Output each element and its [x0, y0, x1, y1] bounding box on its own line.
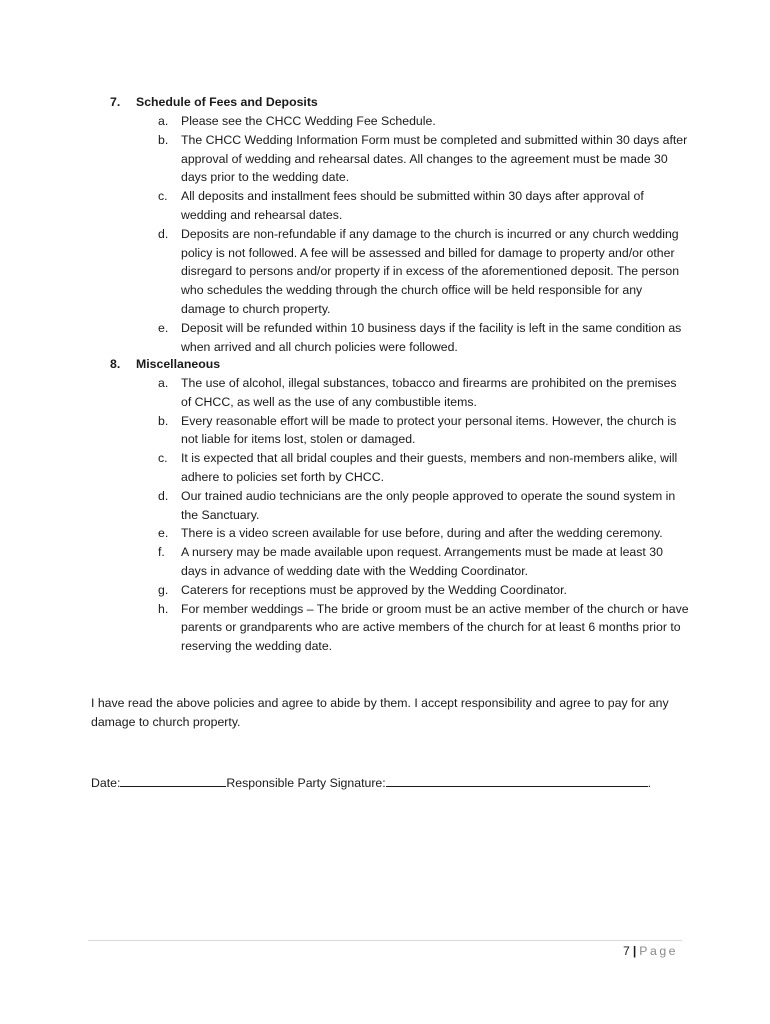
list-item — [110, 225, 690, 319]
list-item-text: Every reasonable effort will be made to protect your personal items. However, the church is not liable for items lost, stolen or damaged. — [181, 413, 677, 447]
list-item — [110, 112, 690, 131]
section-heading — [110, 93, 690, 112]
section-title: Schedule of Fees and Deposits — [136, 95, 318, 109]
page-number: 7 — [622, 944, 630, 958]
list-item-text: Caterers for receptions must be approved by the Wedding Coordinator. — [181, 582, 567, 597]
section-heading — [110, 355, 690, 374]
section-number: 7. — [110, 95, 121, 109]
list-item — [110, 487, 690, 525]
page-footer — [623, 944, 678, 958]
list-item — [110, 600, 690, 656]
page-label: Page — [639, 944, 678, 958]
section-item-list — [110, 112, 690, 356]
list-item-marker: a. — [158, 114, 169, 128]
list-item-text: Deposits are non-refundable if any damage to the church is incurred or any church wedding policy is not followed. A fee will be assessed and billed for damage to property and/or other disregard to persons and/or property if in excess of the aforementioned deposit. The person who schedules the wedding through the church office will be held responsible for any damage to church property. — [181, 226, 680, 316]
section-number: 8. — [110, 357, 121, 371]
list-item-text: All deposits and installment fees should be submitted within 30 days after approval of wedding and rehearsal dates. — [181, 189, 644, 222]
list-item — [110, 449, 690, 487]
list-item — [110, 319, 690, 357]
signature-label: Responsible Party Signature: — [226, 776, 386, 790]
list-item-text: There is a video screen available for use before, during and after the wedding ceremony. — [181, 526, 663, 541]
list-item-text: The use of alcohol, illegal substances, tobacco and firearms are prohibited on the premises of CHCC, as well as the use of any combustible items. — [181, 376, 677, 409]
list-item — [110, 187, 690, 225]
section-title: Miscellaneous — [136, 357, 221, 371]
list-item-marker: h. — [158, 601, 169, 616]
list-item-marker: d. — [158, 488, 169, 503]
list-item-text: Please see the CHCC Wedding Fee Schedule. — [181, 114, 436, 128]
list-item — [110, 412, 690, 450]
date-field[interactable] — [120, 772, 226, 787]
list-item-text: The CHCC Wedding Information Form must be completed and submitted within 30 days after approval of wedding and rehearsal dates. All changes to the agreement must be made 30 days prior to the wedding date. — [181, 132, 688, 185]
list-item-marker: d. — [158, 226, 169, 241]
list-item-marker: a. — [158, 376, 169, 390]
list-item-text: For member weddings – The bride or groom must be an active member of the church or have parents or grandparents who are active members of the church for at least 6 months prior to reserving the wedding date. — [181, 601, 689, 654]
section-fees-deposits — [110, 93, 690, 356]
footer-separator: | — [632, 944, 637, 958]
signature-line — [91, 772, 651, 790]
signature-end-mark: . — [647, 776, 652, 790]
date-label: Date: — [91, 776, 121, 790]
list-item-marker: b. — [158, 413, 169, 428]
footer-divider — [88, 940, 682, 941]
list-item — [110, 131, 690, 187]
list-item-text: Deposit will be refunded within 10 business days if the facility is left in the same condition as when arrived and all church policies were followed. — [181, 320, 682, 354]
agreement-paragraph: I have read the above policies and agree to abide by them. I accept responsibility and agree to pay for any damage to church property. — [91, 696, 669, 729]
list-item-marker: e. — [158, 526, 169, 541]
list-item-marker: f. — [158, 545, 165, 560]
signature-field[interactable] — [386, 772, 648, 787]
list-item-marker: b. — [158, 132, 169, 147]
list-item — [110, 581, 690, 600]
list-item-marker: c. — [158, 189, 168, 204]
section-miscellaneous — [110, 355, 690, 656]
list-item — [110, 374, 690, 412]
section-item-list — [110, 374, 690, 656]
list-item-marker: g. — [158, 582, 169, 597]
list-item-text: It is expected that all bridal couples and their guests, members and non-members alike, will adhere to policies set forth by CHCC. — [181, 451, 678, 484]
list-item — [110, 524, 690, 543]
list-item-text: A nursery may be made available upon request. Arrangements must be made at least 30 days in advance of wedding date with the Wedding Coordinator. — [181, 545, 663, 578]
list-item — [110, 543, 690, 581]
list-item-marker: e. — [158, 320, 169, 335]
list-item-marker: c. — [158, 451, 168, 466]
list-item-text: Our trained audio technicians are the only people approved to operate the sound system in the Sanctuary. — [181, 488, 676, 522]
